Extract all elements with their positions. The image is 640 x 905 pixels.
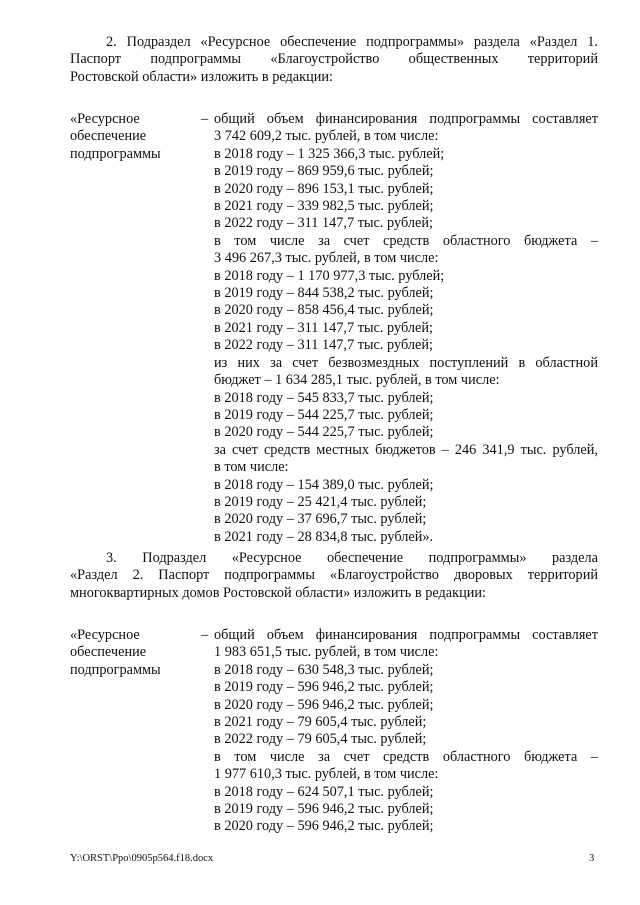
section3-line: в 2021 году – 79 605,4 тыс. рублей;: [214, 714, 427, 731]
section3-line: 1 983 651,5 тыс. рублей, в том числе:: [214, 644, 439, 661]
section2-line: в том числе за счет средств областного бюджета –: [214, 232, 598, 249]
section2-line: 3 742 609,2 тыс. рублей, в том числе:: [214, 128, 439, 145]
section2-line: в 2021 году – 311 147,7 тыс. рублей;: [214, 319, 433, 336]
section3-intro-line: «Раздел 2. Паспорт подпрограммы «Благоустройство дворовых территорий: [70, 567, 598, 584]
section2-line: в 2018 году – 1 170 977,3 тыс. рублей;: [214, 267, 445, 284]
section2-items: [214, 111, 598, 546]
label-line: «Ресурсное: [70, 111, 140, 127]
section2-line: в 2019 году – 25 421,4 тыс. рублей;: [214, 493, 427, 510]
section2-line: за счет средств местных бюджетов – 246 341,9 тыс. рублей,: [214, 441, 598, 458]
section3-line: в 2020 году – 596 946,2 тыс. рублей;: [214, 696, 434, 713]
section3-label: [70, 627, 190, 679]
section2-line: в 2019 году – 544 225,7 тыс. рублей;: [214, 406, 434, 423]
section3-intro-line: многоквартирных домов Ростовской области» изложить в редакции:: [70, 584, 487, 601]
section3-line: в 2018 году – 630 548,3 тыс. рублей;: [214, 661, 434, 678]
section2-line: бюджет – 1 634 285,1 тыс. рублей, в том числе:: [214, 372, 500, 389]
section2-line: в 2022 году – 311 147,7 тыс. рублей;: [214, 215, 433, 232]
section2-intro-line: 2. Подраздел «Ресурсное обеспечение подпрограммы» раздела «Раздел 1.: [106, 34, 598, 50]
section2-dash: –: [201, 111, 209, 127]
section2-line: в 2020 году – 858 456,4 тыс. рублей;: [214, 302, 434, 319]
label-line: обеспечение: [70, 128, 147, 145]
section2-line: 3 496 267,3 тыс. рублей, в том числе:: [214, 250, 439, 267]
section2-line: в 2020 году – 896 153,1 тыс. рублей;: [214, 180, 434, 197]
section3-line: в 2019 году – 596 946,2 тыс. рублей;: [214, 679, 434, 696]
section3-line: в 2022 году – 79 605,4 тыс. рублей;: [214, 731, 427, 748]
footer-file-path: Y:\ORST\Ppo\0905p564.f18.docx: [70, 853, 214, 864]
section2-line: в том числе:: [214, 459, 289, 476]
section2-line: в 2021 году – 28 834,8 тыс. рублей».: [214, 528, 434, 545]
section2-line: из них за счет безвозмездных поступлений в областной: [214, 354, 598, 371]
section3-dash: –: [201, 627, 209, 643]
label-line: подпрограммы: [70, 661, 161, 678]
section3-intro-line: 3. Подраздел «Ресурсное обеспечение подпрограммы» раздела: [106, 550, 598, 566]
label-line: обеспечение: [70, 644, 147, 661]
section2-first-line: общий объем финансирования подпрограммы составляет: [214, 111, 598, 127]
section2-line: в 2022 году – 311 147,7 тыс. рублей;: [214, 337, 433, 354]
section2-line: в 2018 году – 545 833,7 тыс. рублей;: [214, 389, 434, 406]
section2-resource-block: [70, 111, 598, 545]
label-line: подпрограммы: [70, 145, 161, 162]
section2-intro-line: Ростовской области» изложить в редакции:: [70, 68, 333, 85]
section3-first-line: общий объем финансирования подпрограммы составляет: [214, 627, 598, 643]
section2-label: [70, 111, 190, 163]
section3-line: в том числе за счет средств областного бюджета –: [214, 748, 598, 765]
section3-line: в 2020 году – 596 946,2 тыс. рублей;: [214, 818, 434, 835]
section2-line: в 2020 году – 37 696,7 тыс. рублей;: [214, 511, 427, 528]
footer-page-number: 3: [589, 853, 595, 864]
section2-line: в 2021 году – 339 982,5 тыс. рублей;: [214, 198, 434, 215]
section3-line: 1 977 610,3 тыс. рублей, в том числе:: [214, 766, 439, 783]
section2-line: в 2018 году – 1 325 366,3 тыс. рублей;: [214, 145, 445, 162]
section2-line: в 2020 году – 544 225,7 тыс. рублей;: [214, 424, 434, 441]
section3-line: в 2018 году – 624 507,1 тыс. рублей;: [214, 783, 434, 800]
section2-line: в 2019 году – 844 538,2 тыс. рублей;: [214, 285, 434, 302]
section3-intro: [70, 550, 598, 602]
section3-items: [214, 627, 598, 836]
section2-intro: [70, 34, 598, 86]
label-line: «Ресурсное: [70, 627, 140, 643]
section2-line: в 2018 году – 154 389,0 тыс. рублей;: [214, 476, 434, 493]
section3-resource-block: [70, 627, 598, 842]
section2-line: в 2019 году – 869 959,6 тыс. рублей;: [214, 163, 434, 180]
section3-line: в 2019 году – 596 946,2 тыс. рублей;: [214, 801, 434, 818]
section2-intro-line: Паспорт подпрограммы «Благоустройство общественных территорий: [70, 51, 598, 68]
